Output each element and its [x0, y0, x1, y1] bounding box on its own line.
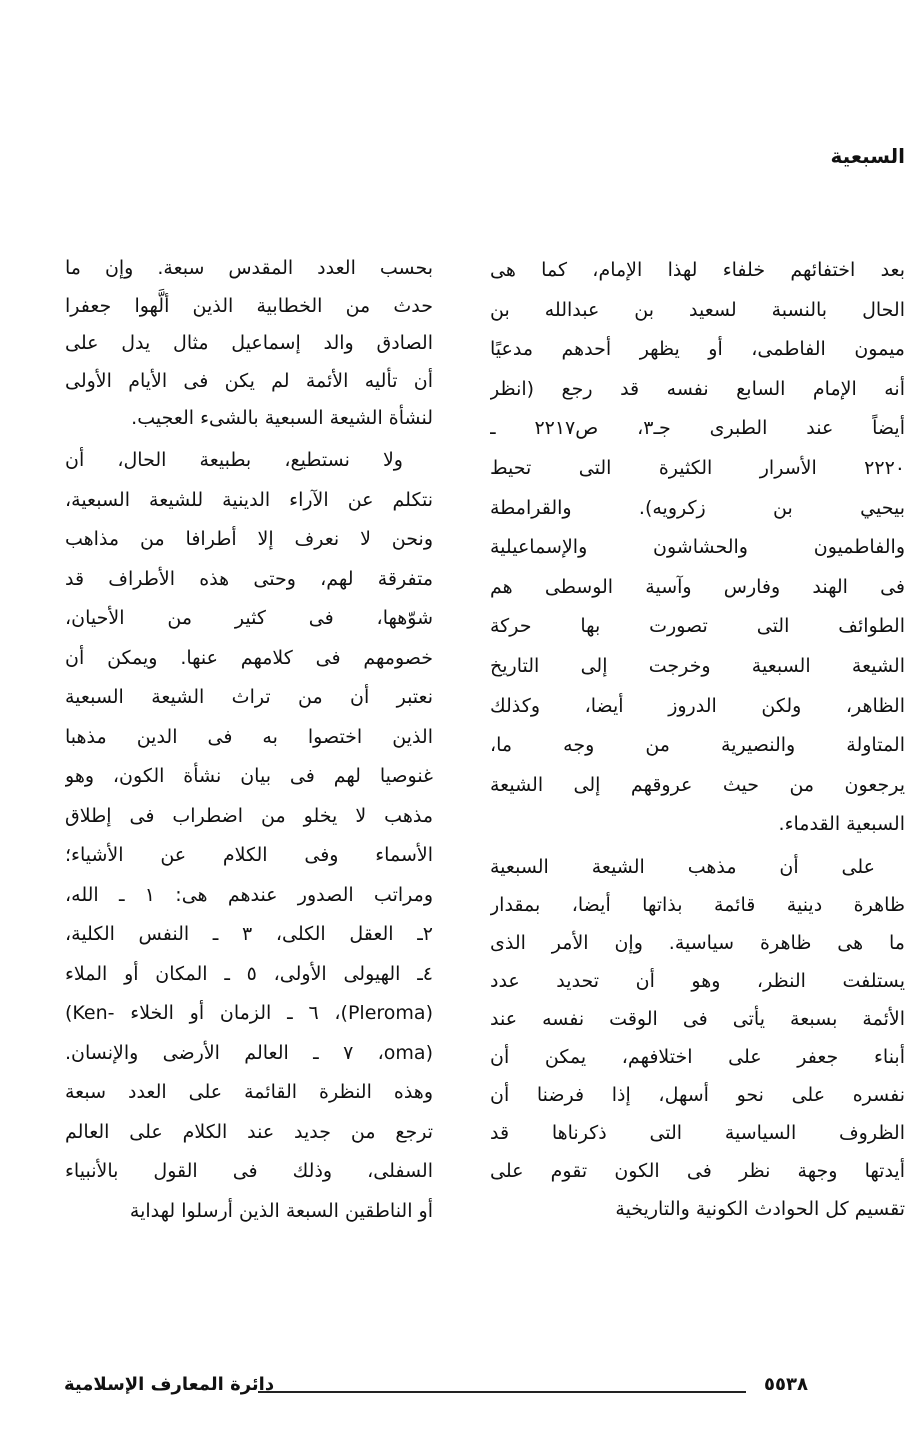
text-line: ٢ـ العقل الكلى، ٣ ـ النفس الكلية، — [65, 923, 433, 945]
text-line: الصادق والد إسماعيل مثال يدل على — [65, 332, 433, 354]
text-line: أو الناطقين السبعة الذين أرسلوا لهداية — [129, 1199, 433, 1222]
text-line: ميمون الفاطمى، أو يظهر أحدهم مدعيًا — [490, 338, 905, 361]
right-column-paragraph-1 — [490, 251, 905, 845]
text-line: ما هى ظاهرة سياسية. وإن الأمر الذى — [490, 932, 905, 954]
text-line: أنه الإمام السابع نفسه قد رجع (انظر — [490, 377, 905, 400]
text-line: أبناء جعفر على اختلافهم، يمكن أن — [490, 1046, 905, 1068]
text-line: المتاولة والنصيرية من وجه ما، — [490, 734, 905, 757]
text-line: والفاطميون والحشاشون والإسماعيلية — [490, 536, 905, 559]
footer-publication-title: دائرة المعارف الإسلامية — [64, 1374, 275, 1395]
text-line: الظاهر، ولكن الدروز أيضا، وكذلك — [490, 694, 905, 717]
text-line: الأئمة بسبعة يأتى فى الوقت نفسه عند — [490, 1008, 905, 1030]
text-line: بحسب العدد المقدس سبعة. وإن ما — [65, 257, 433, 279]
text-line: ولا نستطيع، بطبيعة الحال، أن — [65, 449, 403, 471]
footer-divider — [258, 1391, 746, 1393]
text-line: غنوصيا لهم فى بيان نشأة الكون، وهو — [65, 765, 433, 787]
text-line: ونحن لا نعرف إلا أطرافا من مذاهب — [65, 528, 433, 550]
text-line: الشيعة السبعية وخرجت إلى التاريخ — [490, 654, 905, 677]
text-line: أيضاً عند الطبرى جـ٣، ص٢٢١٧ ـ — [490, 417, 905, 440]
text-line: أن تأليه الأئمة لم يكن فى الأيام الأولى — [65, 369, 433, 392]
text-line: أيدتها وجهة نظر فى الكون تقوم على — [490, 1160, 905, 1182]
text-line: تقسيم كل الحوادث الكونية والتاريخية — [615, 1198, 905, 1220]
text-line: نعتبر أن من تراث الشيعة السبعية — [65, 686, 433, 708]
page-number: ٥٥٣٨ — [764, 1374, 808, 1395]
text-line: ومراتب الصدور عندهم هى: ١ ـ الله، — [65, 883, 433, 906]
text-line: يرجعون من حيث عروقهم إلى الشيعة — [490, 773, 905, 796]
text-line: (Pleroma)، ٦ ـ الزمان أو الخلاء -Ken) — [65, 1002, 433, 1024]
running-title: السبعية — [830, 144, 905, 168]
text-line: نتكلم عن الآراء الدينية للشيعة السبعية، — [65, 488, 433, 511]
text-line: على أن مذهب الشيعة السبعية — [490, 856, 875, 878]
text-line: ٢٢٢٠ الأسرار الكثيرة التى تحيط — [490, 456, 905, 479]
text-line: شوّهها، فى كثير من الأحيان، — [65, 607, 433, 629]
text-line: الطوائف التى تصورت بها حركة — [490, 615, 905, 638]
text-line: الظروف السياسية التى ذكرناها قد — [490, 1122, 905, 1144]
text-line: خصومهم فى كلامهم عنها. ويمكن أن — [65, 646, 433, 669]
text-line: ظاهرة دينية قائمة بذاتها أيضا، بمقدار — [490, 894, 905, 916]
text-line: نفسره على نحو أسهل، إذا فرضنا أن — [490, 1084, 905, 1106]
text-line: حدث من الخطابية الذين ألَّهوا جعفرا — [65, 294, 433, 317]
text-line: السفلى، وذلك فى القول بالأنبياء — [65, 1160, 433, 1182]
text-line: السبعية القدماء. — [778, 813, 905, 836]
text-line: مذهب لا يخلو من اضطراب فى إطلاق — [65, 804, 433, 827]
text-line: وهذه النظرة القائمة على العدد سبعة — [65, 1081, 433, 1103]
left-column-paragraph-1 — [65, 250, 433, 438]
text-line: الأسماء وفى الكلام عن الأشياء؛ — [65, 844, 433, 866]
text-line: ٤ـ الهيولى الأولى، ٥ ـ المكان أو الملاء — [65, 962, 433, 985]
text-line: بيحيي بن زكرويه). والقرامطة — [490, 496, 905, 519]
text-line: لنشأة الشيعة السبعية بالشىء العجيب. — [131, 407, 433, 429]
text-line: بعد اختفائهم خلفاء لهذا الإمام، كما هى — [490, 259, 905, 281]
text-line: يستلفت النظر، وهو أن تحديد عدد — [490, 970, 905, 992]
text-line: متفرقة لهم، وحتى هذه الأطراف قد — [65, 567, 433, 590]
text-line: (oma، ٧ ـ العالم الأرضى والإنسان. — [65, 1041, 433, 1064]
left-column-paragraph-2 — [65, 441, 433, 1231]
text-line: فى الهند وفارس وآسية الوسطى هم — [490, 575, 905, 598]
text-line: ترجع من جديد عند الكلام على العالم — [65, 1120, 433, 1143]
right-column-paragraph-2 — [490, 848, 905, 1228]
text-line: الحال بالنسبة لسعيد بن عبدالله بن — [490, 298, 905, 321]
text-line: الذين اختصوا به فى الدين مذهبا — [65, 725, 433, 748]
